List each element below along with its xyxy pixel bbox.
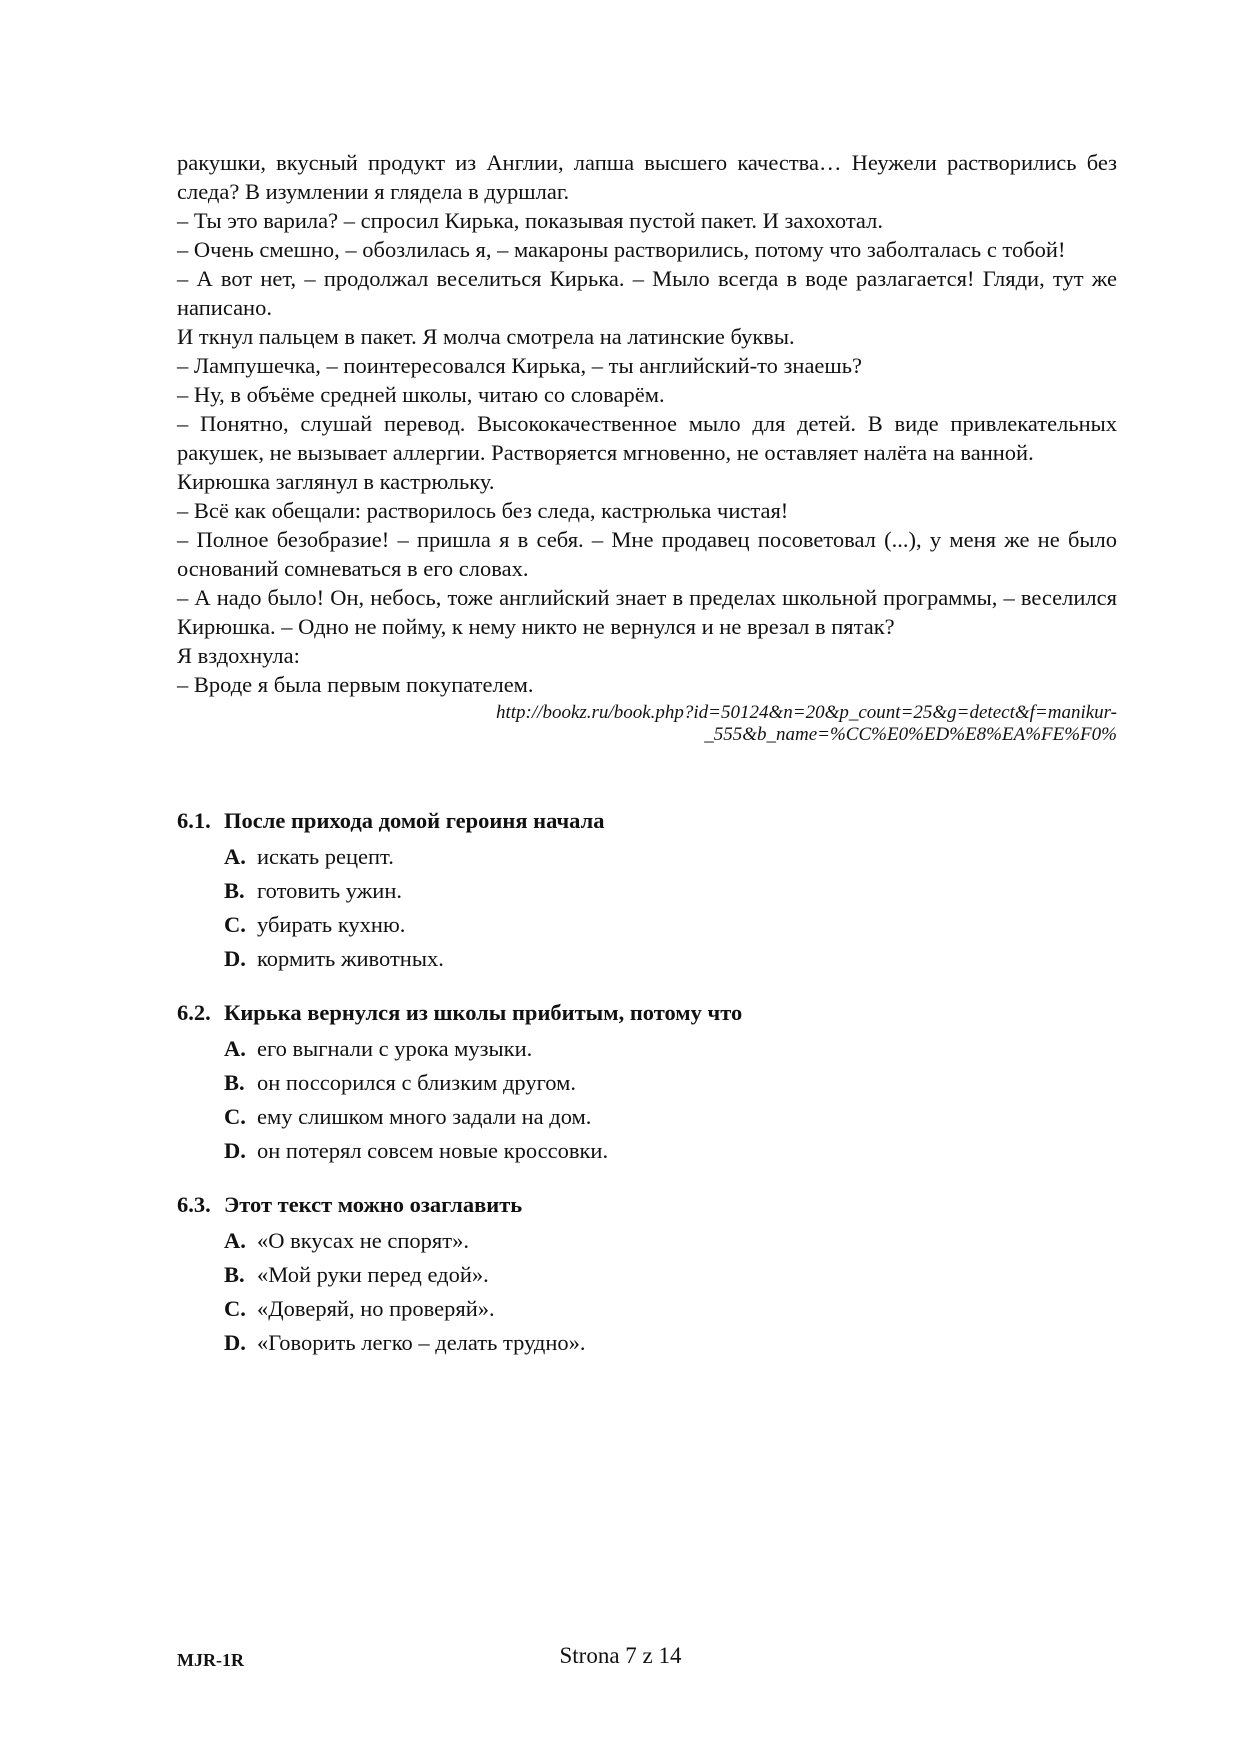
passage-paragraph: Кирюшка заглянул в кастрюльку.	[177, 469, 495, 494]
answer-option[interactable]	[177, 1134, 1117, 1168]
passage-paragraph: – Полное безобразие! – пришла я в себя. – Мне продавец посоветовал (...), у меня же не было оснований сомневаться в его словах.	[177, 527, 1117, 581]
answer-option[interactable]	[177, 908, 1117, 942]
answer-option[interactable]	[177, 1032, 1117, 1066]
question-number: 6.3.	[177, 1192, 211, 1217]
passage-paragraph: – Лампушечка, – поинтересовался Кирька, – ты английский-то знаешь?	[177, 353, 862, 378]
question-6-2	[177, 998, 1117, 1168]
answer-option[interactable]	[177, 1326, 1117, 1360]
page-content	[177, 148, 1117, 1382]
option-text: искать рецепт.	[257, 844, 394, 869]
passage-paragraph: – Ну, в объёме средней школы, читаю со словарём.	[177, 382, 665, 407]
answer-option[interactable]	[177, 1258, 1117, 1292]
option-letter: A.	[224, 1036, 246, 1061]
option-text: он потерял совсем новые кроссовки.	[257, 1138, 609, 1163]
option-letter: C.	[224, 912, 246, 937]
answer-option[interactable]	[177, 874, 1117, 908]
option-letter: B.	[224, 878, 245, 903]
passage-paragraph: ракушки, вкусный продукт из Англии, лапша высшего качества… Неужели растворились без следа? В изумлении я глядела в дуршлаг.	[177, 150, 1117, 204]
passage-paragraph: Я вздохнула:	[177, 643, 300, 668]
option-letter: A.	[224, 844, 246, 869]
answer-option[interactable]	[177, 840, 1117, 874]
option-text: он поссорился с близким другом.	[257, 1070, 576, 1095]
answer-option[interactable]	[177, 1066, 1117, 1100]
option-letter: D.	[224, 946, 246, 971]
source-citation	[177, 699, 1117, 746]
question-title: Кирька вернулся из школы прибитым, потому что	[224, 1000, 743, 1025]
passage-paragraph: – А вот нет, – продолжал веселиться Кирька. – Мыло всегда в воде разлагается! Гляди, тут же написано.	[177, 266, 1117, 320]
question-title: Этот текст можно озаглавить	[224, 1192, 523, 1217]
option-text: «О вкусах не спорят».	[257, 1228, 469, 1253]
source-line: _555&b_name=%CC%E0%ED%E8%EA%FE%F0%	[704, 724, 1117, 745]
option-text: ему слишком много задали на дом.	[257, 1104, 592, 1129]
passage-paragraph: – Понятно, слушай перевод. Высококачественное мыло для детей. В виде привлекательных ракушек, не вызывает аллергии. Растворяется мгновенно, не оставляет налёта на ванной.	[177, 411, 1117, 465]
passage-paragraph: – Очень смешно, – обозлилась я, – макароны растворились, потому что заболталась с тобой!	[177, 237, 1066, 262]
questions-section	[177, 806, 1117, 1360]
answer-option[interactable]	[177, 942, 1117, 976]
question-6-1	[177, 806, 1117, 976]
source-line: http://bookz.ru/book.php?id=50124&n=20&p_count=25&g=detect&f=manikur-	[496, 702, 1117, 723]
option-text: кормить животных.	[257, 946, 444, 971]
option-text: «Мой руки перед едой».	[257, 1262, 489, 1287]
option-letter: D.	[224, 1330, 246, 1355]
page-number: Strona 7 z 14	[559, 1643, 682, 1668]
option-letter: C.	[224, 1104, 246, 1129]
answer-option[interactable]	[177, 1100, 1117, 1134]
option-text: «Доверяй, но проверяй».	[257, 1296, 495, 1321]
option-letter: C.	[224, 1296, 246, 1321]
answer-option[interactable]	[177, 1292, 1117, 1326]
question-title: После прихода домой героиня начала	[224, 808, 605, 833]
option-text: готовить ужин.	[257, 878, 402, 903]
option-text: убирать кухню.	[257, 912, 406, 937]
reading-passage	[177, 148, 1117, 699]
option-text: его выгнали с урока музыки.	[257, 1036, 533, 1061]
option-letter: B.	[224, 1262, 245, 1287]
passage-paragraph: – Вроде я была первым покупателем.	[177, 672, 534, 697]
question-number: 6.2.	[177, 1000, 211, 1025]
question-6-3	[177, 1190, 1117, 1360]
option-text: «Говорить легко – делать трудно».	[257, 1330, 586, 1355]
exam-code: MJR-1R	[177, 1650, 244, 1670]
passage-paragraph: – Всё как обещали: растворилось без следа, кастрюлька чистая!	[177, 498, 789, 523]
option-letter: D.	[224, 1138, 246, 1163]
option-letter: A.	[224, 1228, 246, 1253]
answer-option[interactable]	[177, 1224, 1117, 1258]
option-letter: B.	[224, 1070, 245, 1095]
passage-paragraph: И ткнул пальцем в пакет. Я молча смотрела на латинские буквы.	[177, 324, 795, 349]
passage-paragraph: – А надо было! Он, небось, тоже английский знает в пределах школьной программы, – веселился Кирюшка. – Одно не пойму, к нему никто не вернулся и не врезал в пятак?	[177, 585, 1117, 639]
passage-paragraph: – Ты это варила? – спросил Кирька, показывая пустой пакет. И захохотал.	[177, 208, 883, 233]
question-number: 6.1.	[177, 808, 211, 833]
